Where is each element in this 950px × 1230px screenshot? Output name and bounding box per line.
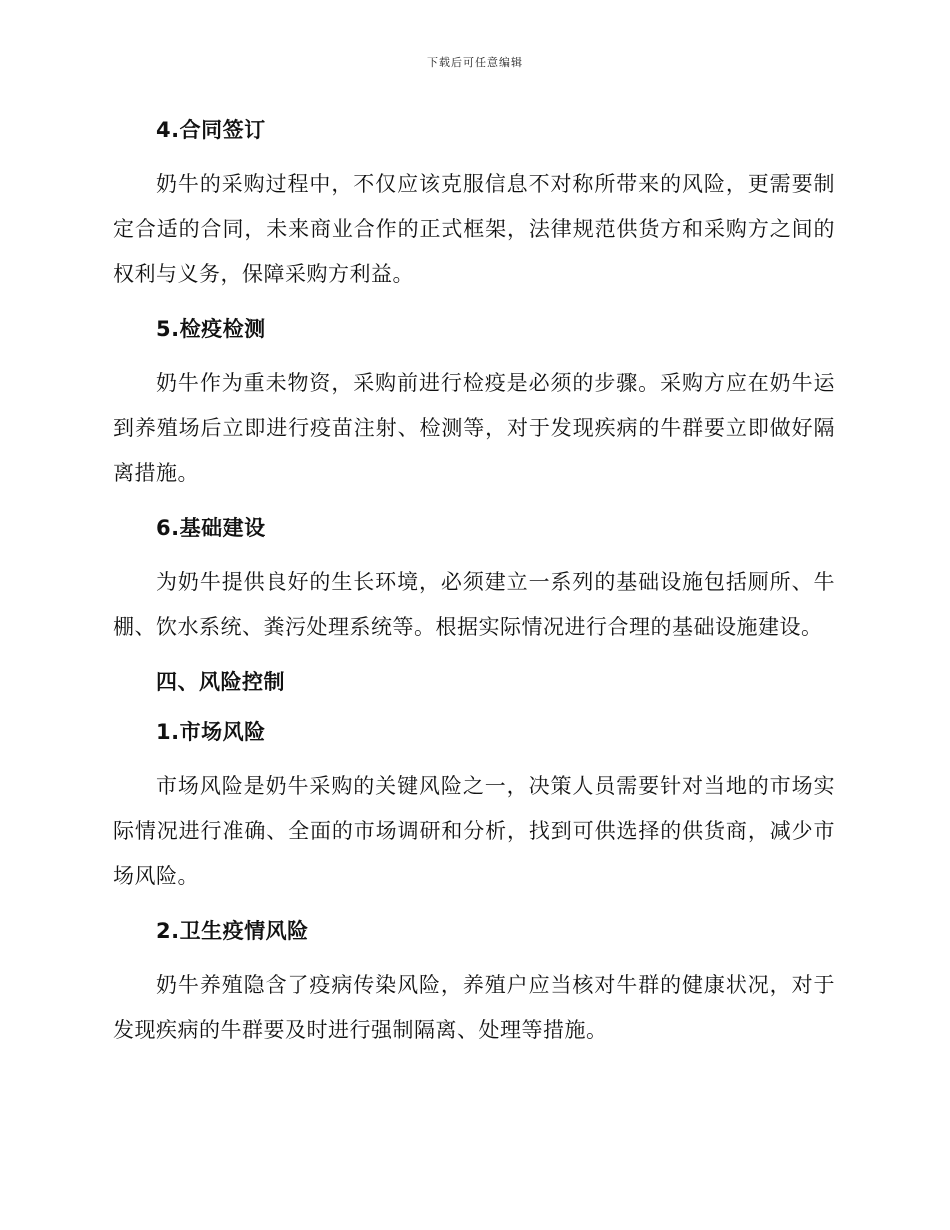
section-paragraph-market-risk: 市场风险是奶牛采购的关键风险之一，决策人员需要针对当地的市场实际情况进行准确、全面的市场调研和分析，找到可供选择的供货商，减少市场风险。 (113, 774, 835, 888)
section-heading-market-risk: 1.市场风险 (156, 720, 266, 744)
section-heading-epidemic-risk: 2.卫生疫情风险 (156, 919, 309, 943)
section-paragraph-contract: 奶牛的采购过程中，不仅应该克服信息不对称所带来的风险，更需要制定合适的合同，未来商业合作的正式框架，法律规范供货方和采购方之间的权利与义务，保障采购方利益。 (113, 172, 835, 286)
section-paragraph-quarantine: 奶牛作为重未物资，采购前进行检疫是必须的步骤。采购方应在奶牛运到养殖场后立即进行疫苗注射、检测等，对于发现疾病的牛群要立即做好隔离措施。 (113, 371, 835, 485)
document-body (113, 112, 835, 1053)
section-heading-quarantine: 5.检疫检测 (156, 317, 266, 341)
section-paragraph-infrastructure: 为奶牛提供良好的生长环境，必须建立一系列的基础设施包括厕所、牛棚、饮水系统、粪污处理系统等。根据实际情况进行合理的基础设施建设。 (113, 570, 835, 639)
page-header: 下载后可任意编辑 (427, 56, 523, 69)
section-paragraph-epidemic-risk: 奶牛养殖隐含了疫病传染风险，养殖户应当核对牛群的健康状况，对于发现疾病的牛群要及时进行强制隔离、处理等措施。 (113, 973, 835, 1042)
section-heading-infrastructure: 6.基础建设 (156, 516, 266, 540)
section-heading-contract: 4.合同签订 (156, 118, 266, 142)
section-heading-risk-control: 四、风险控制 (156, 670, 285, 694)
